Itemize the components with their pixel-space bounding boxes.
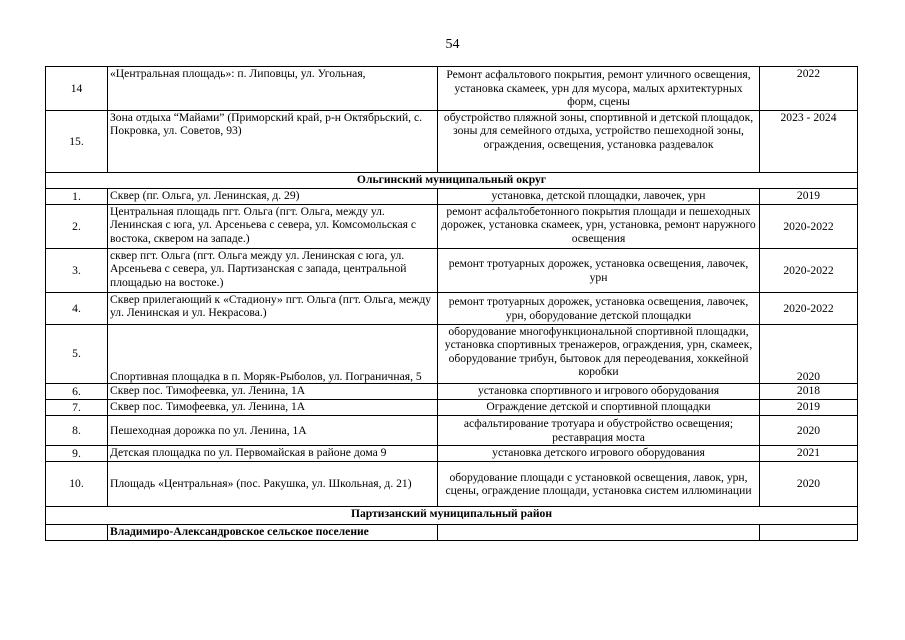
section-row bbox=[46, 507, 858, 525]
works-cell: Ограждение детской и спортивной площадки bbox=[438, 400, 760, 416]
year-cell: 2020-2022 bbox=[760, 249, 858, 293]
object-cell: Сквер прилегающий к «Стадиону» пгт. Ольга (пгт. Ольга, между ул. Ленинская и ул. Некрасова.) bbox=[108, 293, 438, 325]
table-row bbox=[46, 446, 858, 462]
row-number: 15. bbox=[46, 111, 108, 173]
works-cell: ремонт тротуарных дорожек, установка освещения, лавочек, урн bbox=[438, 249, 760, 293]
works-cell: ремонт асфальтобетонного покрытия площади и пешеходных дорожек, установка скамеек, урн, установка, ремонт наружного освещения bbox=[438, 205, 760, 249]
table-row bbox=[46, 67, 858, 111]
table-row bbox=[46, 111, 858, 173]
row-number: 3. bbox=[46, 249, 108, 293]
object-cell: Зона отдыха “Майами” (Приморский край, р-н Октябрьский, с. Покровка, ул. Советов, 93) bbox=[108, 111, 438, 173]
works-cell: обустройство пляжной зоны, спортивной и детской площадок, зоны для семейного отдыха, устройство пешеходной зоны, ограждения, освещения, установка раздевалок bbox=[438, 111, 760, 173]
row-number: 14 bbox=[46, 67, 108, 111]
year-cell: 2020 bbox=[760, 325, 858, 384]
table-row bbox=[46, 205, 858, 249]
works-cell: ремонт тротуарных дорожек, установка освещения, лавочек, урн, оборудование детской площадки bbox=[438, 293, 760, 325]
works-cell: асфальтирование тротуара и обустройство освещения; реставрация моста bbox=[438, 416, 760, 446]
year-cell: 2019 bbox=[760, 400, 858, 416]
works-cell: оборудование многофункциональной спортивной площадки, установка спортивных тренажеров, ограждения, урн, скамеек, оборудование трибун, бытовок для переодевания, хоккейной коробки bbox=[438, 325, 760, 384]
table-row bbox=[46, 189, 858, 205]
year-cell: 2021 bbox=[760, 446, 858, 462]
page-number: 54 bbox=[445, 37, 460, 52]
section-heading: Партизанский муниципальный район bbox=[46, 507, 858, 525]
year-cell: 2023 - 2024 bbox=[760, 111, 858, 173]
subsection-row bbox=[46, 525, 858, 541]
object-cell: Сквер пос. Тимофеевка, ул. Ленина, 1А bbox=[108, 400, 438, 416]
works-cell: оборудование площади с установкой освещения, лавок, урн, сцены, ограждение площади, установка систем иллюминации bbox=[438, 462, 760, 507]
table-row bbox=[46, 400, 858, 416]
year-cell: 2020 bbox=[760, 462, 858, 507]
works-cell: установка детского игрового оборудования bbox=[438, 446, 760, 462]
works-cell: Ремонт асфальтового покрытия, ремонт уличного освещения, установка скамеек, урн для мусора, малых архитектурных форм, сцены bbox=[438, 67, 760, 111]
object-cell: Спортивная площадка в п. Моряк-Рыболов, ул. Пограничная, 5 bbox=[108, 325, 438, 384]
improvement-table bbox=[45, 66, 858, 541]
row-number: 6. bbox=[46, 384, 108, 400]
object-cell: Центральная площадь пгт. Ольга (пгт. Ольга, между ул. Ленинская с юга, ул. Арсеньева с севера, ул. Комсомольская с востока, сквером на западе.) bbox=[108, 205, 438, 249]
works-cell: установка спортивного и игрового оборудования bbox=[438, 384, 760, 400]
table-row bbox=[46, 462, 858, 507]
table-row bbox=[46, 249, 858, 293]
row-number: 8. bbox=[46, 416, 108, 446]
object-cell: Сквер пос. Тимофеевка, ул. Ленина, 1А bbox=[108, 384, 438, 400]
year-cell: 2020 bbox=[760, 416, 858, 446]
object-cell: «Центральная площадь»: п. Липовцы, ул. Угольная, bbox=[108, 67, 438, 111]
year-cell: 2018 bbox=[760, 384, 858, 400]
section-row bbox=[46, 173, 858, 189]
object-cell: Площадь «Центральная» (пос. Ракушка, ул. Школьная, д. 21) bbox=[108, 462, 438, 507]
object-cell: Сквер (пг. Ольга, ул. Ленинская, д. 29) bbox=[108, 189, 438, 205]
object-cell: сквер пгт. Ольга (пгт. Ольга между ул. Ленинская с юга, ул. Арсеньева с севера, ул. Партизанская с запада, центральной площадью на востоке.) bbox=[108, 249, 438, 293]
year-cell: 2019 bbox=[760, 189, 858, 205]
object-cell: Пешеходная дорожка по ул. Ленина, 1А bbox=[108, 416, 438, 446]
subsection-heading: Владимиро-Александровское сельское поселение bbox=[108, 525, 438, 541]
row-number: 9. bbox=[46, 446, 108, 462]
year-cell: 2020-2022 bbox=[760, 293, 858, 325]
table-row bbox=[46, 416, 858, 446]
row-number: 4. bbox=[46, 293, 108, 325]
object-cell: Детская площадка по ул. Первомайская в районе дома 9 bbox=[108, 446, 438, 462]
year-cell: 2022 bbox=[760, 67, 858, 111]
row-number: 1. bbox=[46, 189, 108, 205]
table-row bbox=[46, 293, 858, 325]
empty-cell bbox=[760, 525, 858, 541]
table-row bbox=[46, 325, 858, 384]
row-number: 5. bbox=[46, 325, 108, 384]
row-number: 2. bbox=[46, 205, 108, 249]
empty-cell bbox=[438, 525, 760, 541]
empty-cell bbox=[46, 525, 108, 541]
works-cell: установка, детской площадки, лавочек, урн bbox=[438, 189, 760, 205]
section-heading: Ольгинский муниципальный округ bbox=[46, 173, 858, 189]
table-row bbox=[46, 384, 858, 400]
row-number: 7. bbox=[46, 400, 108, 416]
row-number: 10. bbox=[46, 462, 108, 507]
year-cell: 2020-2022 bbox=[760, 205, 858, 249]
